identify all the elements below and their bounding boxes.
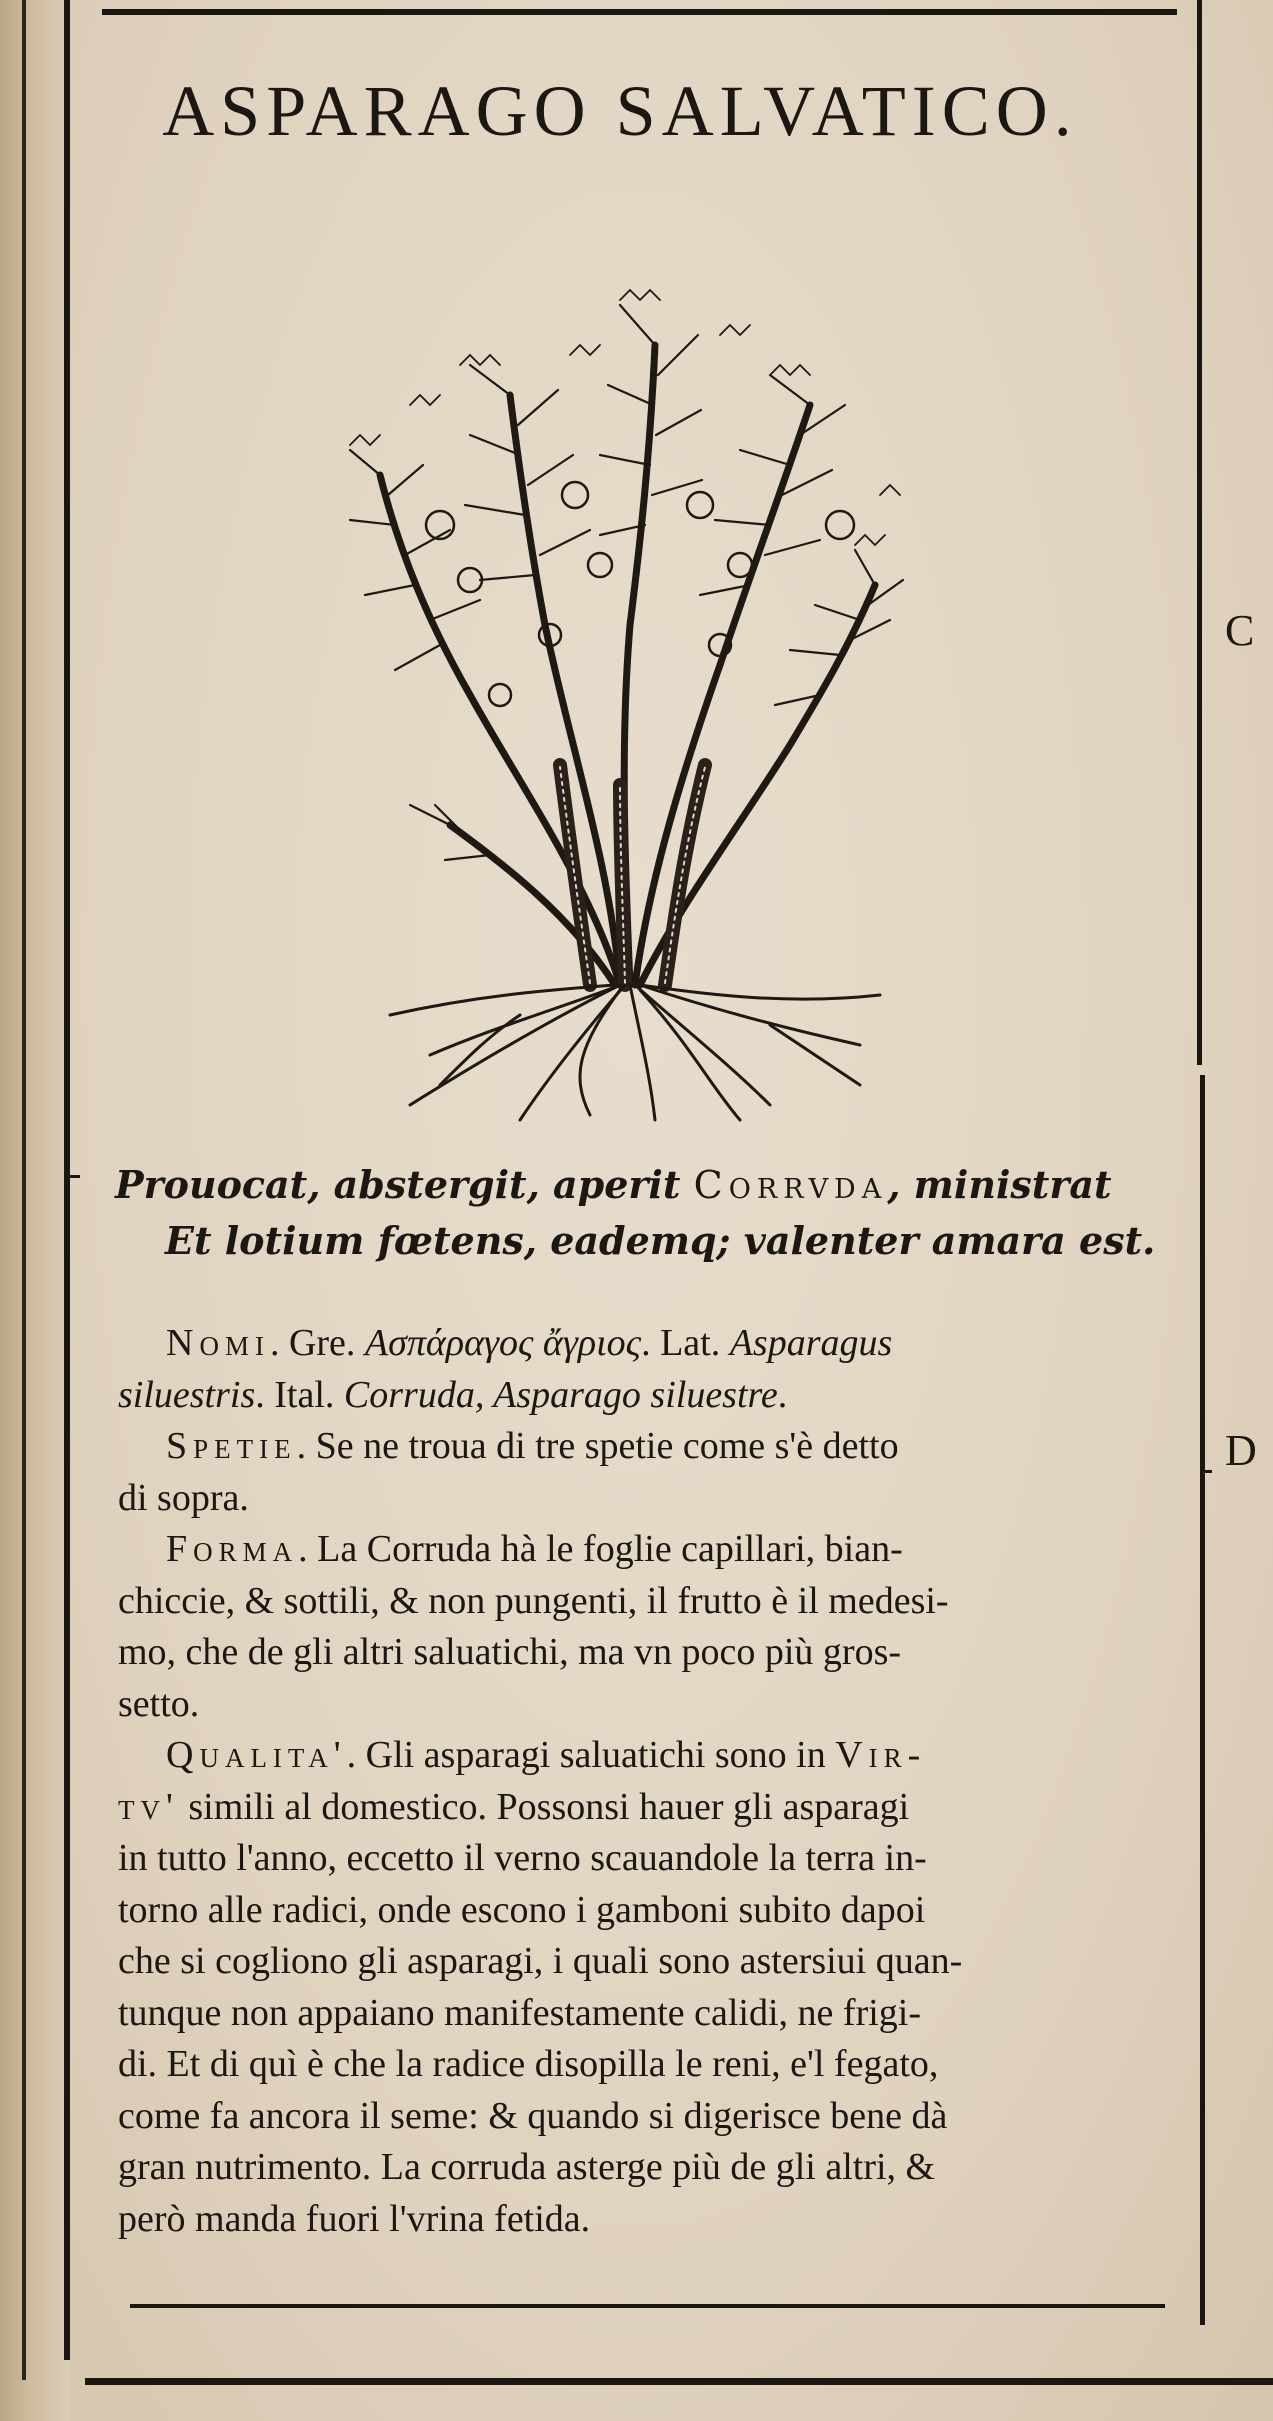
- qualita-text: . Gli asparagi saluatichi sono in: [346, 1734, 836, 1776]
- spetie-line-1: [118, 1421, 1178, 1473]
- spetie-line-2: di sopra.: [118, 1476, 249, 1519]
- forma-text: . La Corruda hà le foglie capillari, bian-: [298, 1528, 903, 1570]
- spetie-text: . Se ne troua di tre spetie come s'è detto: [296, 1425, 899, 1467]
- nomi-text-3: . Ital.: [255, 1373, 344, 1416]
- qualita-line-4: torno alle radici, onde escono i gamboni subito dapoi: [118, 1888, 926, 1931]
- verse-line-1: [115, 1162, 1112, 1207]
- forma-line-4: setto.: [118, 1682, 200, 1725]
- spetie-heading: Spetie: [166, 1425, 297, 1467]
- margin-letter-c: C: [1225, 606, 1255, 655]
- nomi-text: . Gre.: [269, 1322, 365, 1364]
- frame-right-rule-upper: [1197, 0, 1202, 1065]
- verse-plant-name: Corrvda: [693, 1163, 888, 1207]
- qualita-line-7: di. Et di quì è che la radice disopilla le reni, e'l fegato,: [118, 2043, 939, 2085]
- margin-bracket-left: [70, 1175, 80, 1178]
- qualita-line-9: gran nutrimento. La corruda asterge più de gli altri, &: [118, 2146, 936, 2188]
- asparagus-woodcut-illustration: [320, 225, 940, 1125]
- bottom-rule: [85, 2378, 1273, 2385]
- outer-left-rule: [22, 0, 26, 2380]
- forma-line-3: mo, che de gli altri saluatichi, ma vn poco più gros-: [118, 1631, 902, 1673]
- description-text: [118, 1318, 1178, 2245]
- text-end-rule: [130, 2304, 1165, 2308]
- forma-line-1: [118, 1524, 1178, 1576]
- virtu-word-start: Vir-: [835, 1734, 927, 1776]
- qualita-line-5: che si cogliono gli asparagi, i quali sono astersiui quan-: [118, 1940, 963, 1982]
- page-gutter: [0, 0, 70, 2421]
- verse-line-1-end: , ministrat: [887, 1162, 1112, 1207]
- qualita-line-2: [118, 1782, 1178, 1834]
- qualita-line-1: [118, 1730, 1178, 1782]
- top-rule: [102, 9, 1177, 15]
- frame-right-rule-lower: [1200, 1075, 1205, 2325]
- verse-line-2: Et lotium fœtens, eademq; valenter amara est.: [165, 1218, 1156, 1263]
- margin-letter-d: D: [1225, 1426, 1257, 1475]
- page-title: ASPARAGO SALVATICO.: [162, 71, 1078, 151]
- latin-name-cont: siluestris: [118, 1373, 256, 1416]
- nomi-text-end: .: [777, 1373, 788, 1416]
- verse-line-1-start: Prouocat, abstergit, aperit: [115, 1162, 694, 1207]
- qualita-line-6: tunque non appaiano manifestamente calidi, ne frigi-: [118, 1991, 921, 2034]
- frame-left-rule: [64, 0, 70, 2360]
- nomi-line-1: [118, 1318, 1178, 1370]
- qualita-text-2: simili al domestico. Possonsi hauer gli asparagi: [178, 1785, 910, 1828]
- nomi-text-2: . Lat.: [641, 1322, 730, 1364]
- greek-name: Ασπάραγος ἄγριος: [364, 1322, 642, 1364]
- latin-name: Asparagus: [729, 1322, 893, 1364]
- italian-name: Corruda, Asparago siluestre: [343, 1373, 778, 1416]
- qualita-line-10: però manda fuori l'vrina fetida.: [118, 2197, 591, 2240]
- forma-heading: Forma: [166, 1528, 299, 1570]
- virtu-word-end: tv': [118, 1785, 179, 1828]
- forma-line-2: chiccie, & sottili, & non pungenti, il frutto è il medesi-: [118, 1579, 949, 1622]
- nomi-line-2: [118, 1370, 1178, 1422]
- margin-bracket-right: [1200, 1470, 1212, 1473]
- qualita-line-8: come fa ancora il seme: & quando si digerisce bene dà: [118, 2094, 948, 2137]
- qualita-heading: Qualita': [166, 1734, 347, 1776]
- nomi-heading: Nomi: [166, 1322, 270, 1364]
- qualita-line-3: in tutto l'anno, eccetto il verno scauandole la terra in-: [118, 1837, 927, 1879]
